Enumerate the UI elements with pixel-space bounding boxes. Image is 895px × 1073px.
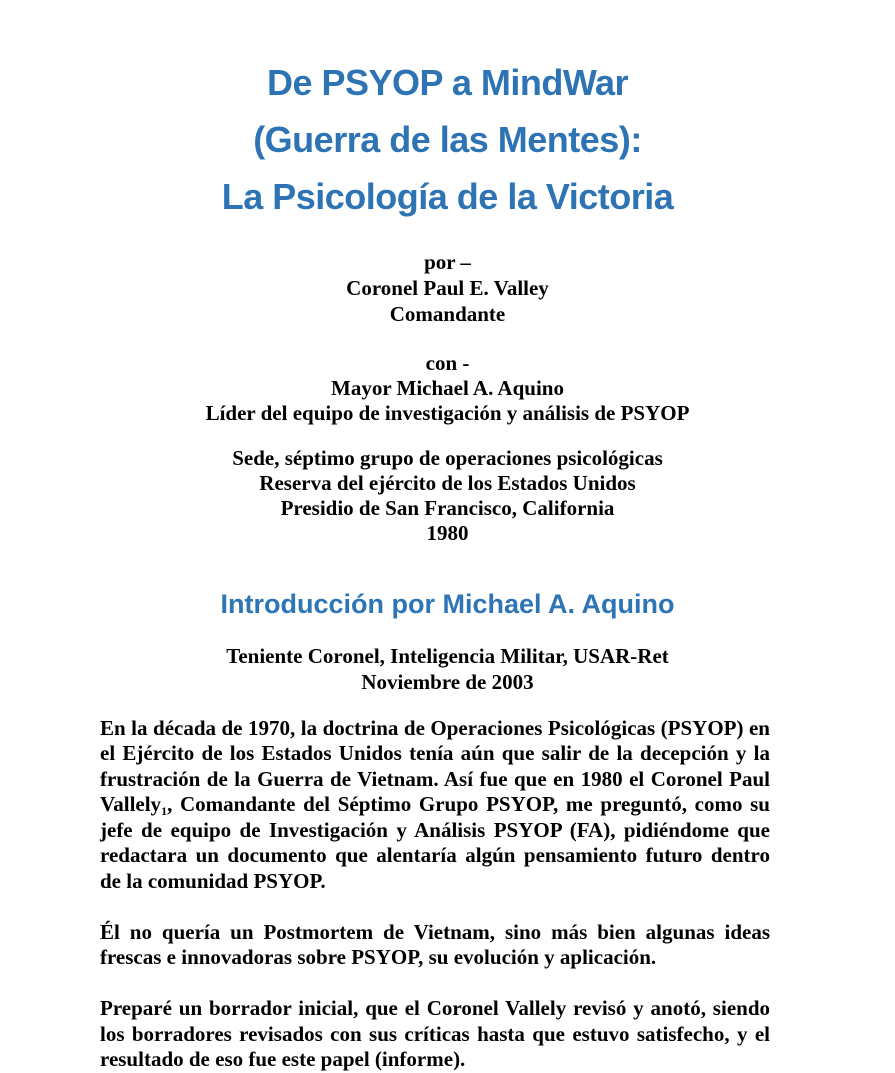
paragraph-3: Preparé un borrador inicial, que el Coronel Vallely revisó y anotó, siendo los borradores revisados con sus críticas hasta que estuvo satisfecho, y el resultado de eso fue este papel (informe). [100,996,770,1072]
introduction-subtitle: Teniente Coronel, Inteligencia Militar, USAR-Ret [226,643,669,668]
issuer-line-2: Reserva del ejército de los Estados Unidos [259,471,636,496]
footnote-marker-1: 1 [161,804,168,819]
title-line-2: (Guerra de las Mentes): [253,119,642,161]
introduction-date: Noviembre de 2003 [361,669,534,694]
paragraph-1 [100,716,770,895]
paragraph-1-text-post: , Comandante del Séptimo Grupo PSYOP, me preguntó, como su jefe de equipo de Investigación y Análisis PSYOP (FA), pidiéndome que redactara un documento que alentaría algún pensamiento futuro dentro de la comunidad PSYOP. [100,792,770,893]
author-name: Coronel Paul E. Valley [346,276,549,301]
author-lead: por – [424,250,471,275]
introduction-body [0,716,895,1073]
issuer-year: 1980 [426,521,469,546]
introduction-heading: Introducción por Michael A. Aquino [220,589,675,620]
paragraph-2: Él no quería un Postmortem de Vietnam, sino más bien algunas ideas frescas e innovadoras sobre PSYOP, su evolución y aplicación. [100,919,770,970]
title-line-3: La Psicología de la Victoria [221,176,674,218]
paragraph-1-text-pre: En la década de 1970, la doctrina de Operaciones Psicológicas (PSYOP) en el Ejército de los Estados Unidos tenía aún que salir de la decepción y la frustración de la Guerra de Vietnam. Así fue que en 1980 el Coronel Paul Vallely [100,715,770,817]
title-line-1: De PSYOP a MindWar [266,62,629,104]
coauthor-lead: con - [425,351,470,376]
coauthor-block [0,351,895,426]
coauthor-name: Mayor Michael A. Aquino [331,376,564,401]
issuer-line-3: Presidio de San Francisco, California [280,496,615,521]
author-block [0,249,895,327]
coauthor-role: Líder del equipo de investigación y análisis de PSYOP [205,401,690,426]
author-role: Comandante [389,302,506,327]
document-title [0,54,895,225]
issuer-block [0,446,895,546]
issuer-line-1: Sede, séptimo grupo de operaciones psicológicas [232,446,663,471]
